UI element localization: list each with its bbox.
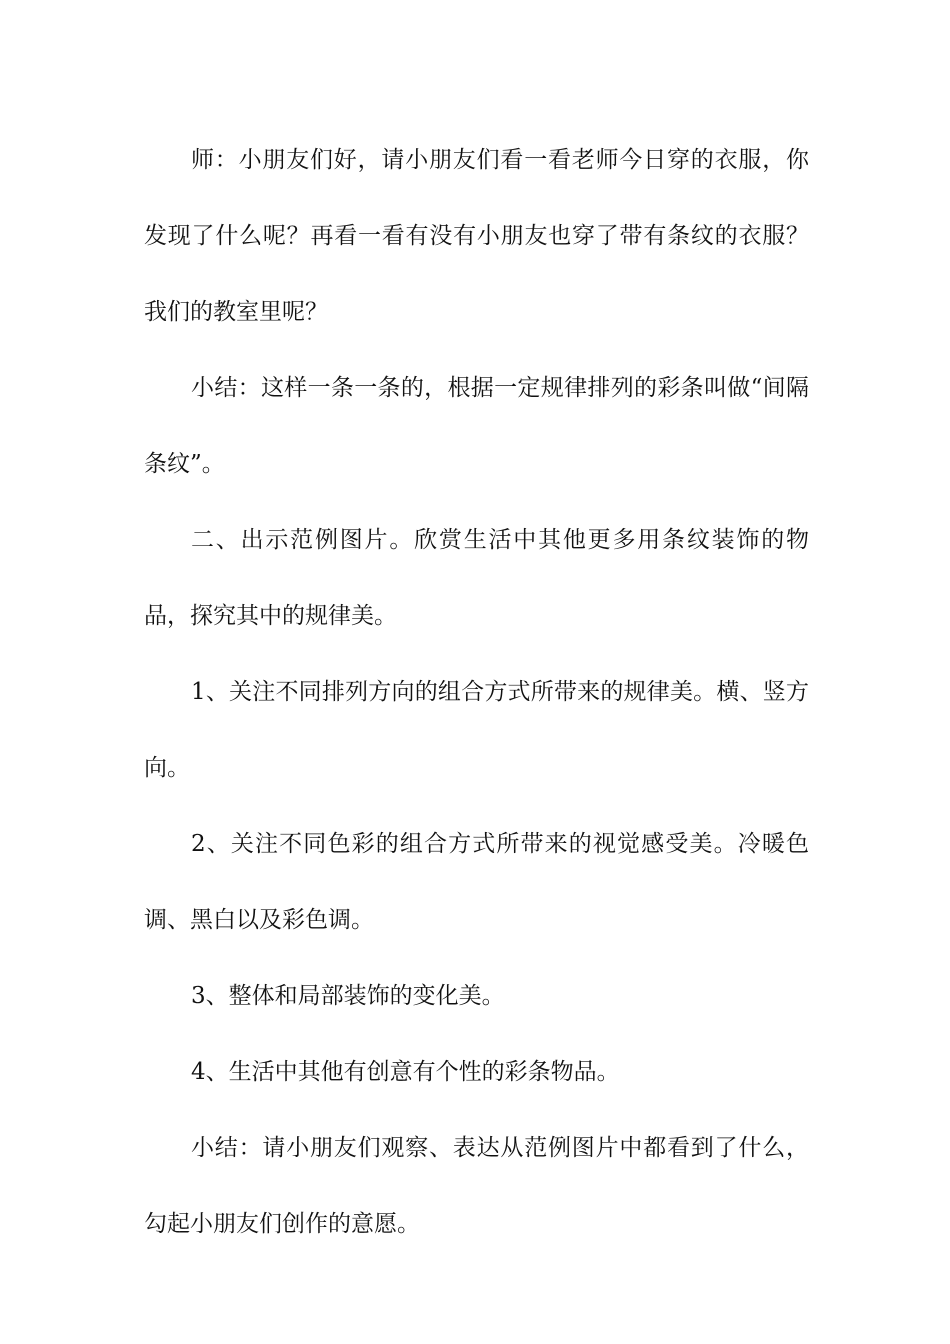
paragraph-teacher-question: 师：小朋友们好，请小朋友们看一看老师今日穿的衣服，你发现了什么呢？再看一看有没有小朋友也穿了带有条纹的衣服？我们的教室里呢？ xyxy=(144,147,809,325)
paragraph-section-two: 二、出示范例图片。欣赏生活中其他更多用条纹装饰的物品，探究其中的规律美。 xyxy=(144,527,809,629)
paragraph-item-3: 3、整体和局部装饰的变化美。 xyxy=(191,983,505,1009)
paragraph-item-2: 2、关注不同色彩的组合方式所带来的视觉感受美。冷暖色调、黑白以及彩色调。 xyxy=(144,831,809,933)
paragraph-summary-observe: 小结：请小朋友们观察、表达从范例图片中都看到了什么，勾起小朋友们创作的意愿。 xyxy=(144,1135,809,1237)
paragraph-summary-stripes: 小结：这样一条一条的，根据一定规律排列的彩条叫做“间隔条纹”。 xyxy=(144,375,809,477)
paragraph-item-4: 4、生活中其他有创意有个性的彩条物品。 xyxy=(191,1059,620,1085)
paragraph-item-1: 1、关注不同排列方向的组合方式所带来的规律美。横、竖方向。 xyxy=(144,679,809,781)
document-body xyxy=(144,122,809,1262)
